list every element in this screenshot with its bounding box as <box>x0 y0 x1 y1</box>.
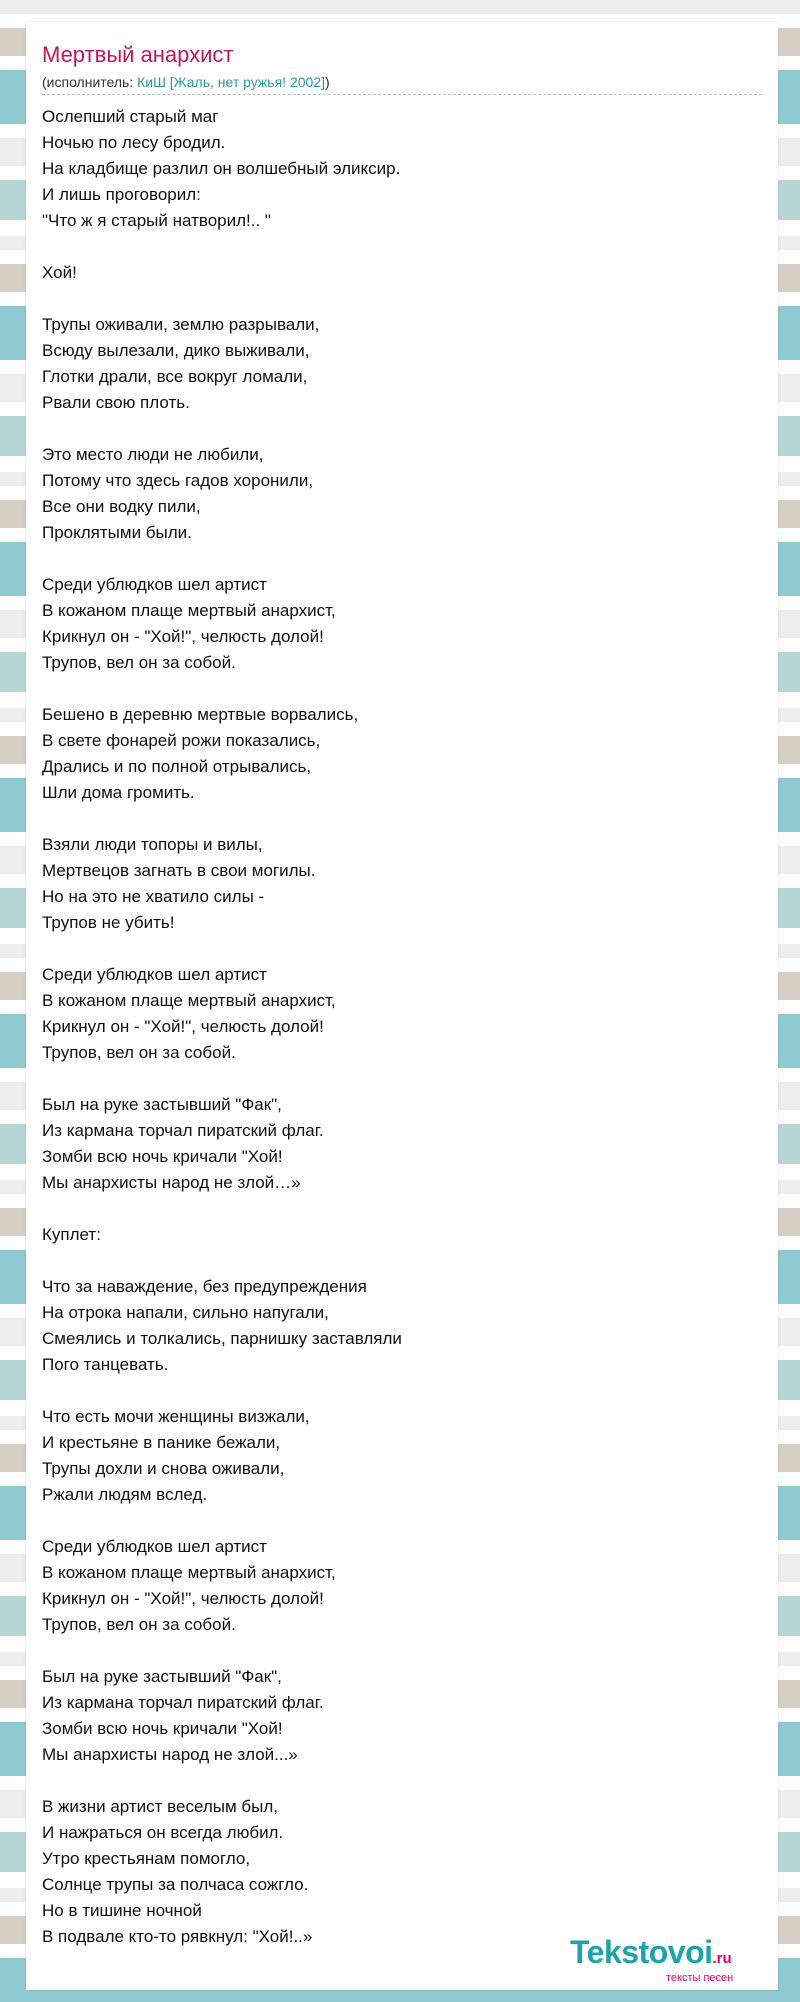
lyric-line: Мертвецов загнать в свои могилы. <box>42 861 316 880</box>
lyric-line: На кладбище разлил он волшебный эликсир. <box>42 159 401 178</box>
stanza-break <box>42 1066 762 1092</box>
stanza-break <box>42 676 762 702</box>
lyric-line: Пого танцевать. <box>42 1355 169 1374</box>
lyric-line: Трупов, вел он за собой. <box>42 653 236 672</box>
lyric-line: Но в тишине ночной <box>42 1901 202 1920</box>
lyric-line: Смеялись и толкались, парнишку заставляли <box>42 1329 402 1348</box>
lyric-line: Из кармана торчал пиратский флаг. <box>42 1693 324 1712</box>
stanza-break <box>42 286 762 312</box>
lyric-line: "Что ж я старый натворил!.. " <box>42 211 271 230</box>
stanza-break <box>42 1638 762 1664</box>
meta-suffix: ) <box>325 74 330 90</box>
lyrics-card <box>26 22 778 1990</box>
stanza-break <box>42 1508 762 1534</box>
lyric-line: Зомби всю ночь кричали "Хой! <box>42 1147 283 1166</box>
lyric-line: Что есть мочи женщины визжали, <box>42 1407 310 1426</box>
artist-link[interactable]: КиШ [Жаль, нет ружья! 2002] <box>137 74 325 90</box>
site-logo[interactable] <box>570 1934 734 1984</box>
stanza-break <box>42 546 762 572</box>
lyric-line: Был на руке застывший "Фак", <box>42 1667 282 1686</box>
logo-wordmark: Tekstovoi <box>570 1934 713 1970</box>
logo-tagline: тексты песен <box>666 1972 734 1984</box>
lyric-line: Бешено в деревню мертвые ворвались, <box>42 705 359 724</box>
lyric-line: Трупы дохли и снова оживали, <box>42 1459 285 1478</box>
lyric-line: На отрока напали, сильно напугали, <box>42 1303 329 1322</box>
lyric-line: Среди ублюдков шел артист <box>42 1537 267 1556</box>
lyric-line: Хой! <box>42 263 77 282</box>
lyric-line: И лишь проговорил: <box>42 185 201 204</box>
lyric-line: Глотки драли, все вокруг ломали, <box>42 367 308 386</box>
lyric-line: Трупы оживали, землю разрывали, <box>42 315 320 334</box>
song-meta <box>42 74 762 95</box>
stanza-break <box>42 1248 762 1274</box>
lyric-line: Крикнул он - "Хой!", челюсть долой! <box>42 627 324 646</box>
lyric-line: Куплет: <box>42 1225 101 1244</box>
lyric-line: Всюду вылезали, дико выживали, <box>42 341 310 360</box>
lyric-line: Проклятыми были. <box>42 523 192 542</box>
lyric-line: Утро крестьянам помогло, <box>42 1849 251 1868</box>
lyric-line: Крикнул он - "Хой!", челюсть долой! <box>42 1017 324 1036</box>
meta-prefix: (исполнитель: <box>42 74 138 90</box>
stanza-break <box>42 806 762 832</box>
lyric-line: И крестьяне в панике бежали, <box>42 1433 281 1452</box>
lyric-line: Рвали свою плоть. <box>42 393 190 412</box>
lyric-line: Был на руке застывший "Фак", <box>42 1095 282 1114</box>
lyric-line: В кожаном плаще мертвый анархист, <box>42 1563 336 1582</box>
lyric-line: В кожаном плаще мертвый анархист, <box>42 991 336 1010</box>
stanza-break <box>42 1196 762 1222</box>
lyric-line: Ослепший старый маг <box>42 107 219 126</box>
lyric-line: Солнце трупы за полчаса сожгло. <box>42 1875 309 1894</box>
lyric-line: Это место люди не любили, <box>42 445 264 464</box>
stanza-break <box>42 936 762 962</box>
stanza-break <box>42 1378 762 1404</box>
lyric-line: Ночью по лесу бродил. <box>42 133 226 152</box>
lyric-line: Потому что здесь гадов хоронили, <box>42 471 314 490</box>
lyric-line: Все они водку пили, <box>42 497 201 516</box>
lyric-line: Среди ублюдков шел артист <box>42 965 267 984</box>
lyric-line: В жизни артист веселым был, <box>42 1797 278 1816</box>
lyric-line: Крикнул он - "Хой!", челюсть долой! <box>42 1589 324 1608</box>
lyric-line: Среди ублюдков шел артист <box>42 575 267 594</box>
stanza-break <box>42 234 762 260</box>
lyric-line: Ржали людям вслед. <box>42 1485 208 1504</box>
lyric-line: Взяли люди топоры и вилы, <box>42 835 263 854</box>
song-title: Мертвый анархист <box>42 42 234 67</box>
lyric-line: Трупов, вел он за собой. <box>42 1615 236 1634</box>
lyric-line: Шли дома громить. <box>42 783 195 802</box>
stanza-break <box>42 1768 762 1794</box>
lyric-line: В подвале кто-то рявкнул: "Хой!..» <box>42 1927 313 1946</box>
lyric-line: Дрались и по полной отрывались, <box>42 757 312 776</box>
lyric-line: Но на это не хватило силы - <box>42 887 265 906</box>
lyric-line: Зомби всю ночь кричали "Хой! <box>42 1719 283 1738</box>
lyric-line: Трупов не убить! <box>42 913 175 932</box>
lyric-line: И нажраться он всегда любил. <box>42 1823 284 1842</box>
lyric-line: В кожаном плаще мертвый анархист, <box>42 601 336 620</box>
lyric-line: В свете фонарей рожи показались, <box>42 731 321 750</box>
logo-domain: .ru <box>712 1950 732 1967</box>
lyric-line: Из кармана торчал пиратский флаг. <box>42 1121 324 1140</box>
lyric-line: Мы анархисты народ не злой...» <box>42 1745 298 1764</box>
lyric-line: Что за наваждение, без предупреждения <box>42 1277 367 1296</box>
lyric-line: Мы анархисты народ не злой…» <box>42 1173 301 1192</box>
lyrics-text <box>42 104 762 1950</box>
lyric-line: Трупов, вел он за собой. <box>42 1043 236 1062</box>
stanza-break <box>42 416 762 442</box>
